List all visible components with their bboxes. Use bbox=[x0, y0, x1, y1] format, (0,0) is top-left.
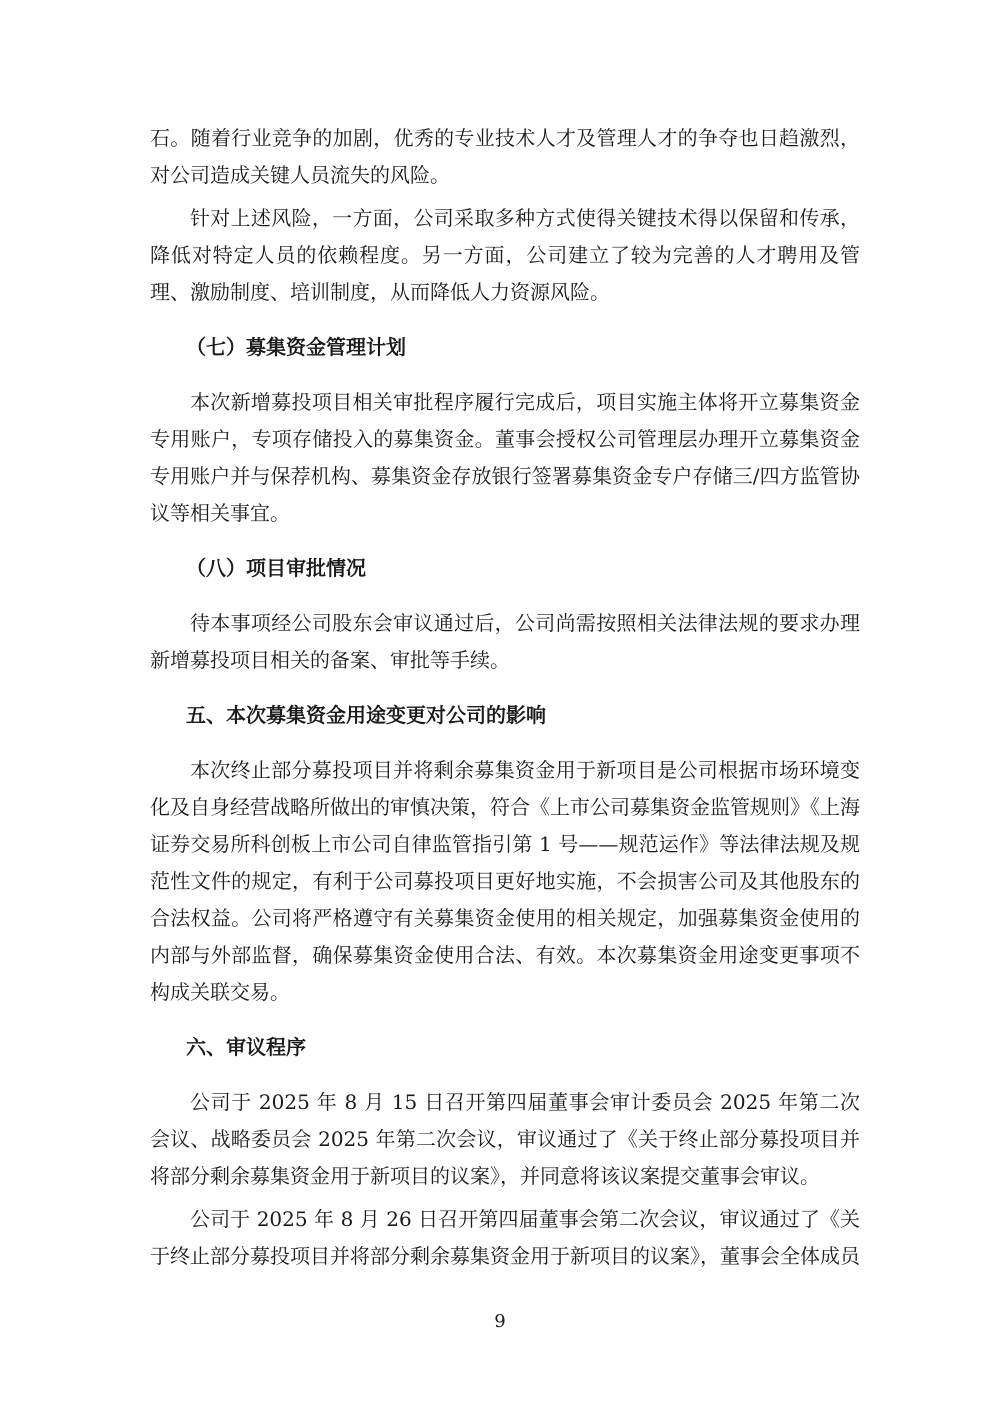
paragraph-impact: 本次终止部分募投项目并将剩余募集资金用于新项目是公司根据市场环境变化及自身经营战略所做出的审慎决策，符合《上市公司募集资金监管规则》《上海证券交易所科创板上市公司自律监管指引第 1 号——规范运作》等法律法规及规范性文件的规定，有利于公司募投项目更好地实施，不会损害公司及其他股东的合法权益。公司将严格遵守有关募集资金使用的相关规定，加强募集资金使用的内部与外部监督，确保募集资金使用合法、有效。本次募集资金用途变更事项不构成关联交易。 bbox=[150, 758, 860, 1004]
heading-section-five: 五、本次募集资金用途变更对公司的影响 bbox=[186, 703, 546, 727]
page-number: 9 bbox=[494, 1311, 506, 1332]
heading-fund-management-plan: （七）募集资金管理计划 bbox=[186, 335, 406, 359]
paragraph-committee-review: 公司于 2025 年 8 月 15 日召开第四届董事会审计委员会 2025 年第二次会议、战略委员会 2025 年第二次会议，审议通过了《关于终止部分募投项目并将部分剩余募集资金用于新项目的议案》，并同意将该议案提交董事会审议。 bbox=[150, 1090, 860, 1188]
paragraph-fund-management: 本次新增募投项目相关审批程序履行完成后，项目实施主体将开立募集资金专用账户，专项存储投入的募集资金。董事会授权公司管理层办理开立募集资金专用账户并与保荐机构、募集资金存放银行签署募集资金专户存储三/四方监管协议等相关事宜。 bbox=[150, 390, 860, 525]
document-body bbox=[150, 120, 860, 1275]
heading-section-six: 六、审议程序 bbox=[186, 1035, 306, 1059]
paragraph-project-approval: 待本事项经公司股东会审议通过后，公司尚需按照相关法律法规的要求办理新增募投项目相关的备案、审批等手续。 bbox=[150, 611, 860, 672]
heading-project-approval: （八）项目审批情况 bbox=[186, 556, 366, 580]
paragraph-talent-risk-continued: 石。随着行业竞争的加剧，优秀的专业技术人才及管理人才的争夺也日趋激烈，对公司造成关键人员流失的风险。 bbox=[150, 126, 860, 187]
paragraph-board-review: 公司于 2025 年 8 月 26 日召开第四届董事会第二次会议，审议通过了《关于终止部分募投项目并将部分剩余募集资金用于新项目的议案》，董事会全体成员 bbox=[150, 1207, 860, 1268]
paragraph-risk-mitigation: 针对上述风险，一方面，公司采取多种方式使得关键技术得以保留和传承，降低对特定人员的依赖程度。另一方面，公司建立了较为完善的人才聘用及管理、激励制度、培训制度，从而降低人力资源风险。 bbox=[150, 206, 860, 304]
